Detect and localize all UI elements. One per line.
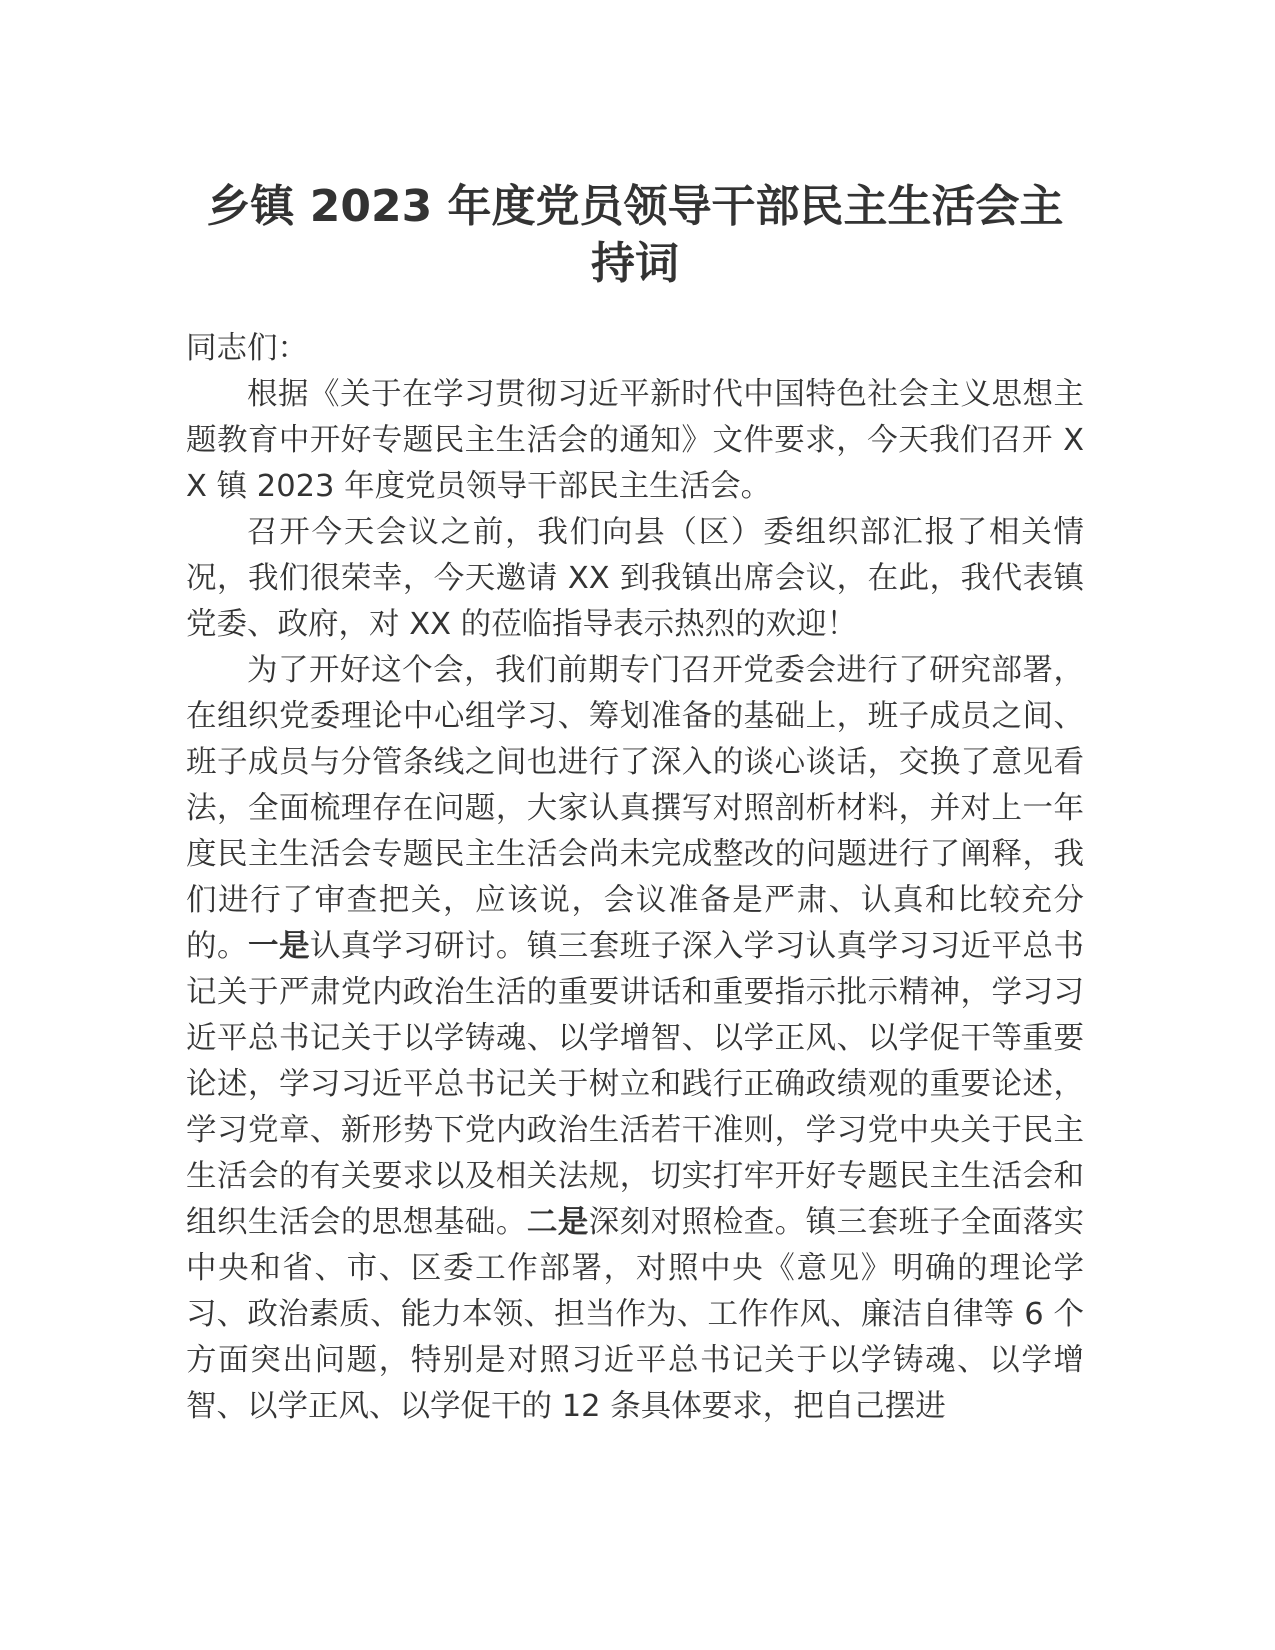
- paragraph-2: 召开今天会议之前，我们向县（区）委组织部汇报了相关情况，我们很荣幸，今天邀请 XX 到我镇出席会议，在此，我代表镇党委、政府，对 XX 的莅临指导表示热烈的欢迎！: [186, 515, 1084, 642]
- point-2-text: 深刻对照检查。镇三套班子全面落实中央和省、市、区委工作部署，对照中央《意见》明确的理论学习、政治素质、能力本领、担当作为、工作作风、廉洁自律等 6 个方面突出问题，特别是对照习近平总书记关于以学铸魂、以学增智、以学正风、以学促干的 12 条具体要求，把自己摆进: [186, 1205, 1085, 1424]
- paragraph-1: 根据《关于在学习贯彻习近平新时代中国特色社会主义思想主题教育中开好专题民主生活会的通知》文件要求，今天我们召开 XX 镇 2023 年度党员领导干部民主生活会。: [186, 377, 1084, 504]
- point-1-label: 一是: [247, 929, 310, 964]
- document-page: [186, 178, 1084, 1430]
- point-1-text: 认真学习研讨。镇三套班子深入学习认真学习习近平总书记关于严肃党内政治生活的重要讲话和重要指示批示精神，学习习近平总书记关于以学铸魂、以学增智、以学正风、以学促干等重要论述，学习习近平总书记关于树立和践行正确政绩观的重要论述，学习党章、新形势下党内政治生活若干准则，学习党中央关于民主生活会的有关要求以及相关法规，切实打牢开好专题民主生活会和组织生活会的思想基础。: [186, 929, 1085, 1240]
- paragraph-3: [186, 648, 1084, 1430]
- salutation: 同志们：: [186, 331, 308, 366]
- document-title: 乡镇 2023 年度党员领导干部民主生活会主持词: [206, 181, 1064, 289]
- point-2-label: 二是: [526, 1205, 589, 1240]
- paragraph-3-intro: 为了开好这个会，我们前期专门召开党委会进行了研究部署，在组织党委理论中心组学习、筹划准备的基础上，班子成员之间、班子成员与分管条线之间也进行了深入的谈心谈话，交换了意见看法，全面梳理存在问题，大家认真撰写对照剖析材料，并对上一年度民主生活会专题民主生活会尚未完成整改的问题进行了阐释，我们进行了审查把关，应该说，会议准备是严肃、认真和比较充分的。: [186, 653, 1084, 964]
